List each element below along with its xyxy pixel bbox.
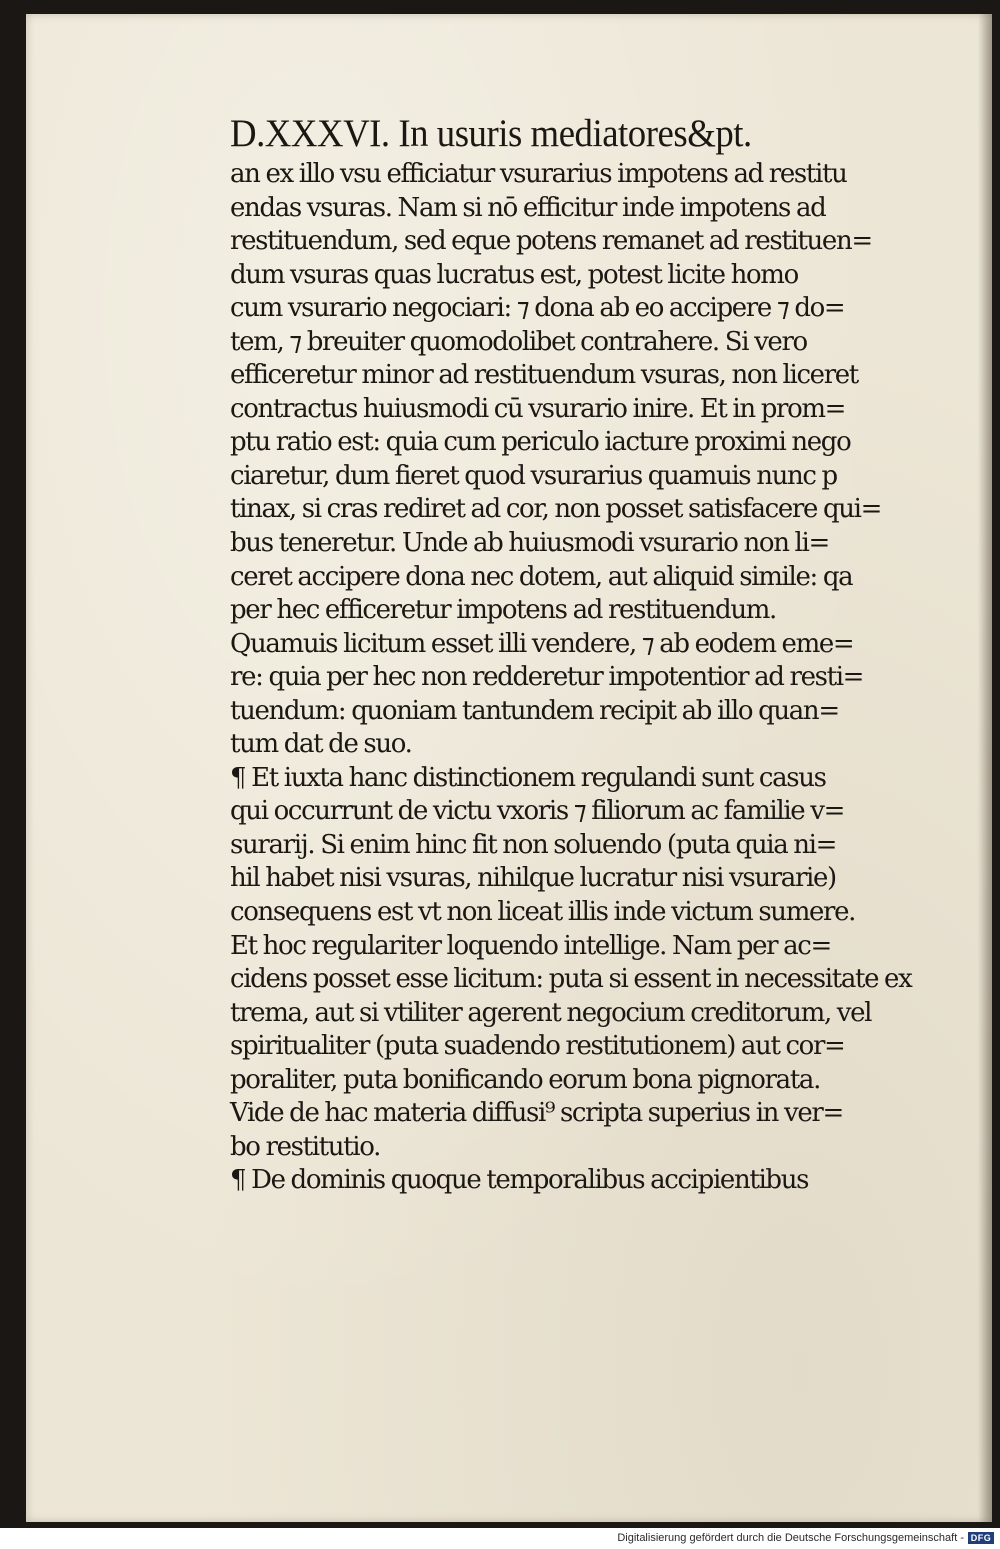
text-line: an ex illo vsu efficiatur vsurarius impotens ad restitu — [230, 159, 847, 189]
text-line: ciaretur, dum fieret quod vsurarius quamuis nunc p — [230, 460, 837, 491]
text-line: trema, aut si vtiliter agerent negocium creditorum, vel — [230, 997, 872, 1028]
text-line: Quamuis licitum esset illi vendere, ⁊ ab eodem eme= — [230, 628, 854, 659]
text-line: bo restitutio. — [230, 1131, 381, 1162]
text-line: Vide de hac materia diffusi⁹ scripta superius in ver= — [230, 1098, 843, 1129]
text-line: tum dat de suo. — [230, 729, 412, 760]
text-line: ceret accipere dona nec dotem, aut aliquid simile: qa — [230, 561, 853, 592]
dfg-logo: DFG — [968, 1532, 994, 1544]
page-gutter-shadow — [978, 14, 992, 1522]
printed-text-block — [230, 112, 930, 1198]
text-line: spiritualiter (puta suadendo restitutionem) aut cor= — [230, 1031, 845, 1062]
body-text — [230, 158, 930, 1198]
text-line: surarij. Si enim hinc fit non soluendo (puta quia ni= — [230, 829, 837, 860]
text-line: ¶ De dominis quoque temporalibus accipientibus — [230, 1165, 809, 1196]
text-line: re: quia per hec non redderetur impotentior ad resti= — [230, 662, 864, 693]
credit-text: Digitalisierung gefördert durch die Deutsche Forschungsgemeinschaft - — [617, 1532, 964, 1544]
digitization-credit — [617, 1531, 964, 1545]
text-line: tinax, si cras rediret ad cor, non posset satisfacere qui= — [230, 494, 882, 525]
text-line: tuendum: quoniam tantundem recipit ab illo quan= — [230, 695, 839, 726]
text-line: efficeretur minor ad restituendum vsuras, non liceret — [230, 360, 858, 391]
text-line: endas vsuras. Nam si nō efficitur inde impotens ad — [230, 192, 826, 223]
text-line: tem, ⁊ breuiter quomodolibet contrahere. Si vero — [230, 326, 807, 357]
text-line: consequens est vt non liceat illis inde victum sumere. — [230, 897, 856, 928]
text-line: cum vsurario negociari: ⁊ dona ab eo accipere ⁊ do= — [230, 293, 845, 324]
text-line: restituendum, sed eque potens remanet ad restituen= — [230, 226, 872, 257]
text-line: hil habet nisi vsuras, nihilque lucratur nisi vsurarie) — [230, 863, 836, 894]
text-line: dum vsuras quas lucratus est, potest licite homo — [230, 259, 798, 290]
text-line: poraliter, puta bonificando eorum bona pignorata. — [230, 1064, 820, 1095]
text-line: Et hoc regulariter loquendo intellige. Nam per ac= — [230, 930, 831, 961]
text-line: bus teneretur. Unde ab huiusmodi vsurario non li= — [230, 528, 829, 559]
text-line: ¶ Et iuxta hanc distinctionem regulandi sunt casus — [230, 762, 826, 793]
text-line: ptu ratio est: quia cum periculo iacture proximi nego — [230, 427, 851, 458]
text-line: cidens posset esse licitum: puta si essent in necessitate ex — [230, 964, 912, 995]
text-line: contractus huiusmodi cū vsurario inire. Et in prom= — [230, 393, 846, 424]
book-page — [26, 14, 992, 1522]
text-line: qui occurrunt de victu vxoris ⁊ filiorum ac familie v= — [230, 796, 845, 827]
running-head: D.XXXVI. In usuris mediatores&pt. — [230, 112, 752, 155]
text-line: per hec efficeretur impotens ad restituendum. — [230, 595, 776, 626]
